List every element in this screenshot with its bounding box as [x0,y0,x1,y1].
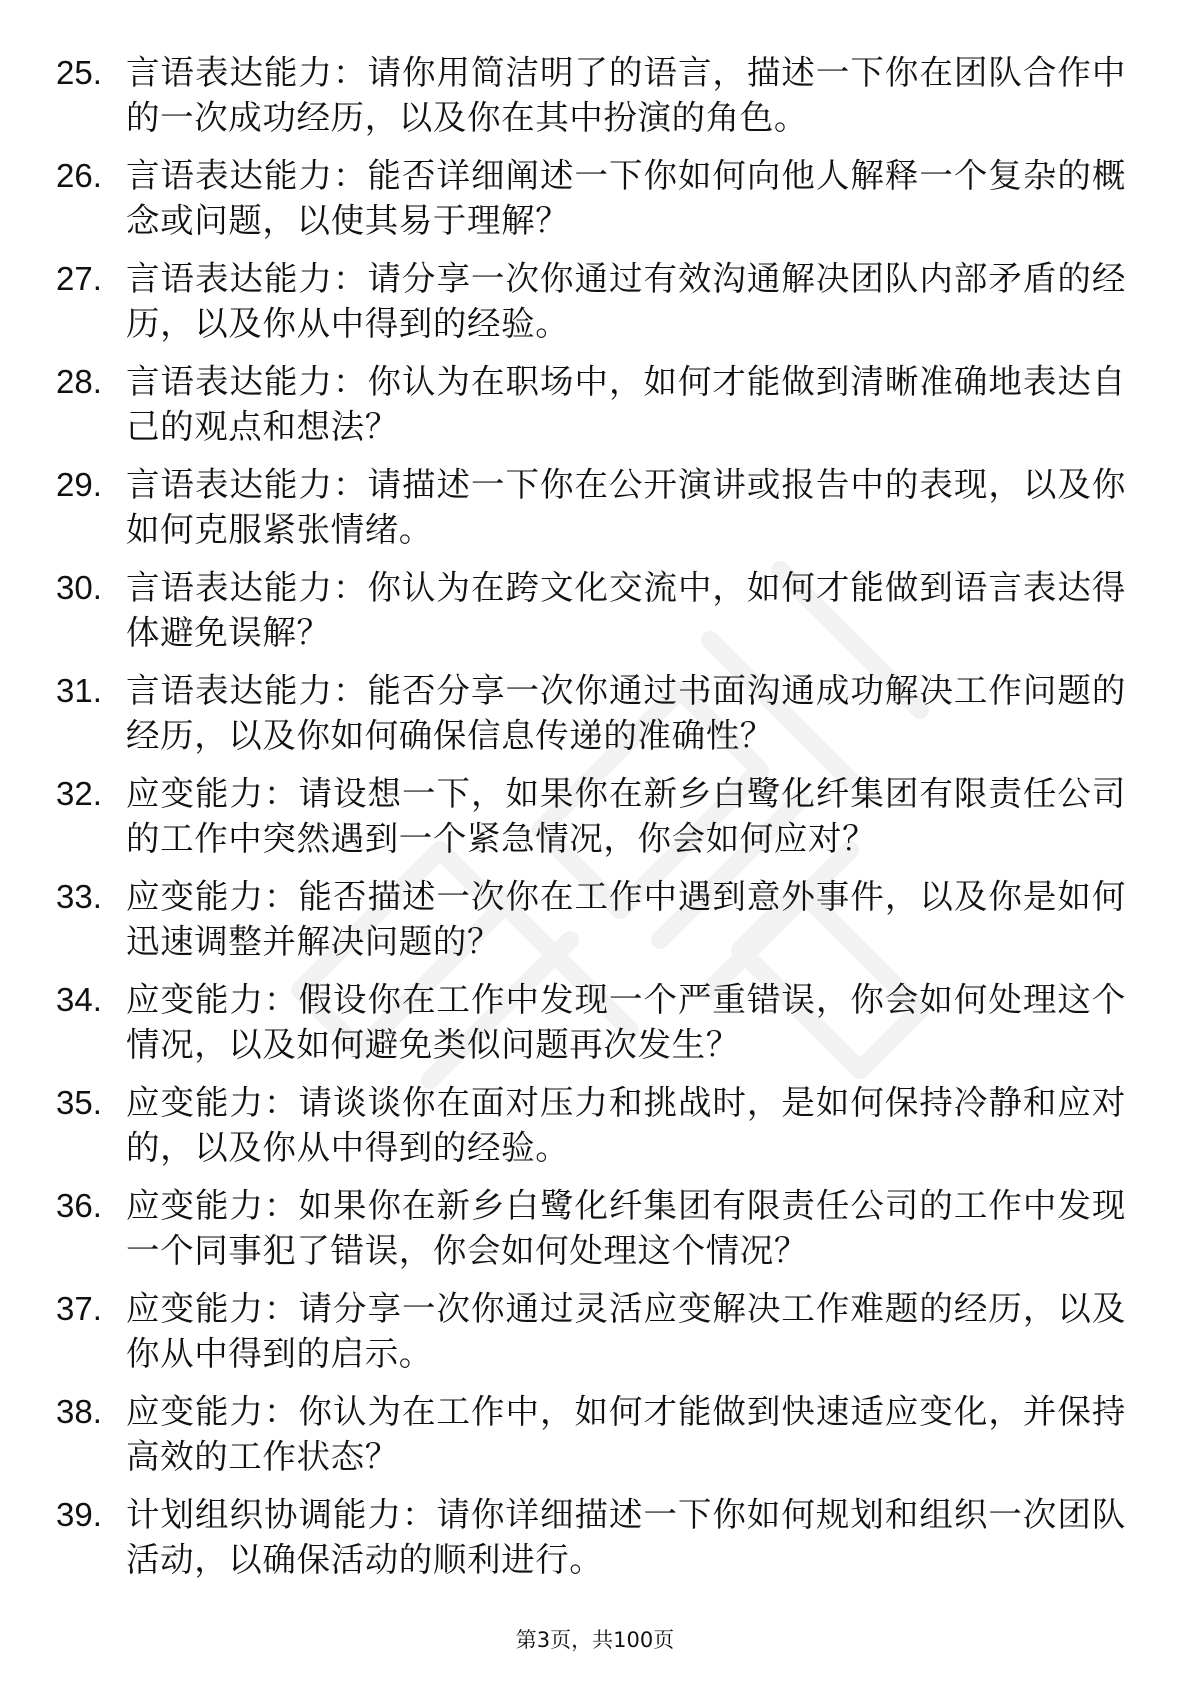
question-number: 36. [56,1187,102,1224]
page-number-footer: 第3页，共100页 [515,1628,675,1652]
question-number: 38. [56,1393,102,1430]
question-text: 应变能力：你认为在工作中，如何才能做到快速适应变化，并保持高效的工作状态？ [126,1392,1126,1476]
question-text: 言语表达能力：请你用简洁明了的语言，描述一下你在团队合作中的一次成功经历，以及你在其中扮演的角色。 [126,53,1126,137]
question-text: 言语表达能力：请描述一下你在公开演讲或报告中的表现，以及你如何克服紧张情绪。 [126,465,1126,549]
question-item-26 [56,153,1126,256]
question-text: 言语表达能力：你认为在跨文化交流中，如何才能做到语言表达得体避免误解？ [126,568,1126,652]
question-number: 26. [56,157,102,194]
question-number: 35. [56,1084,102,1121]
question-item-35 [56,1080,1126,1183]
question-list [56,50,1126,1595]
question-number: 39. [56,1496,102,1533]
question-text: 应变能力：请谈谈你在面对压力和挑战时，是如何保持冷静和应对的，以及你从中得到的经验。 [126,1083,1126,1167]
question-item-25 [56,50,1126,153]
question-text: 言语表达能力：请分享一次你通过有效沟通解决团队内部矛盾的经历，以及你从中得到的经验。 [126,259,1126,343]
question-text: 计划组织协调能力：请你详细描述一下你如何规划和组织一次团队活动，以确保活动的顺利进行。 [126,1495,1126,1579]
question-number: 28. [56,363,102,400]
question-item-32 [56,771,1126,874]
question-number: 33. [56,878,102,915]
question-text: 应变能力：如果你在新乡白鹭化纤集团有限责任公司的工作中发现一个同事犯了错误，你会如何处理这个情况？ [126,1186,1126,1270]
question-item-39 [56,1492,1126,1595]
question-item-30 [56,565,1126,668]
question-item-31 [56,668,1126,771]
question-text: 言语表达能力：能否详细阐述一下你如何向他人解释一个复杂的概念或问题，以使其易于理解？ [126,156,1126,240]
question-item-27 [56,256,1126,359]
question-number: 30. [56,569,102,606]
question-number: 32. [56,775,102,812]
question-number: 31. [56,672,102,709]
question-number: 25. [56,54,102,91]
question-item-38 [56,1389,1126,1492]
question-text: 言语表达能力：你认为在职场中，如何才能做到清晰准确地表达自己的观点和想法？ [126,362,1126,446]
question-item-37 [56,1286,1126,1389]
question-text: 应变能力：能否描述一次你在工作中遇到意外事件，以及你是如何迅速调整并解决问题的？ [126,877,1126,961]
question-text: 应变能力：请设想一下，如果你在新乡白鹭化纤集团有限责任公司的工作中突然遇到一个紧急情况，你会如何应对？ [126,774,1126,858]
question-text: 言语表达能力：能否分享一次你通过书面沟通成功解决工作问题的经历，以及你如何确保信息传递的准确性？ [126,671,1126,755]
question-number: 29. [56,466,102,503]
question-number: 34. [56,981,102,1018]
question-item-36 [56,1183,1126,1286]
question-item-29 [56,462,1126,565]
question-text: 应变能力：请分享一次你通过灵活应变解决工作难题的经历，以及你从中得到的启示。 [126,1289,1126,1373]
question-number: 37. [56,1290,102,1327]
question-text: 应变能力：假设你在工作中发现一个严重错误，你会如何处理这个情况，以及如何避免类似问题再次发生？ [126,980,1126,1064]
question-item-33 [56,874,1126,977]
question-item-28 [56,359,1126,462]
question-number: 27. [56,260,102,297]
question-item-34 [56,977,1126,1080]
